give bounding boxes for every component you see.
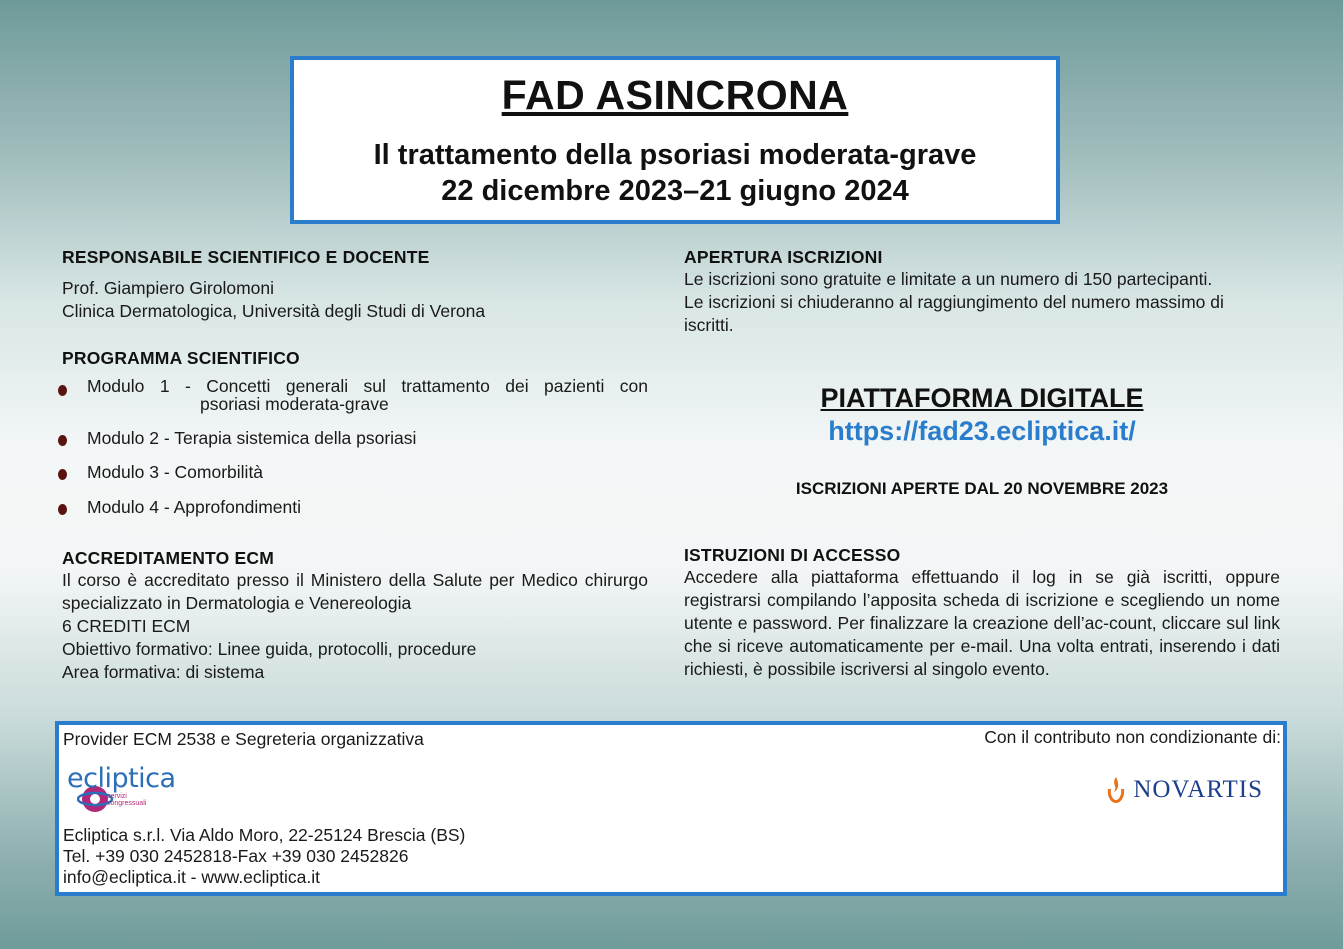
module-4: Modulo 4 - Approfondimenti — [87, 497, 302, 517]
apertura-heading: APERTURA ISCRIZIONI — [684, 247, 883, 267]
istruzioni-section — [684, 545, 1280, 681]
responsabile-heading: RESPONSABILE SCIENTIFICO E DOCENTE — [62, 247, 430, 267]
novartis-logo-text: NOVARTIS — [1133, 776, 1263, 803]
bullet-icon — [58, 469, 67, 480]
title-box — [290, 56, 1060, 224]
novartis-flame-icon — [1105, 775, 1127, 805]
ecliptica-logo-subtext: servizi congressuali — [107, 793, 147, 807]
bullet-icon — [58, 504, 67, 515]
module-2: Modulo 2 - Terapia sistemica della psoriasi — [87, 428, 417, 448]
accreditamento-crediti: 6 CREDITI ECM — [62, 616, 191, 636]
contributo-label: Con il contributo non condizionante di: — [984, 727, 1281, 747]
responsabile-name: Prof. Giampiero Girolomoni — [62, 278, 275, 298]
apertura-section — [684, 247, 1236, 337]
accreditamento-area: Area formativa: di sistema — [62, 662, 265, 682]
ecliptica-logo — [67, 763, 177, 813]
accreditamento-heading: ACCREDITAMENTO ECM — [62, 548, 274, 568]
list-item — [62, 498, 301, 516]
bullet-icon — [58, 385, 67, 396]
provider-phone: Tel. +39 030 2452818-Fax +39 030 2452826 — [63, 846, 409, 866]
module-list — [62, 376, 648, 517]
course-dates: 22 dicembre 2023–21 giugno 2024 — [441, 175, 909, 207]
responsabile-section — [62, 247, 648, 323]
course-name: Il trattamento della psoriasi moderata-grave — [373, 139, 977, 171]
apertura-text: Le iscrizioni sono gratuite e limitate a un numero di 150 partecipanti. Le iscrizioni si chiuderanno al raggiungimento del numero massimo di iscritti. — [684, 269, 1224, 335]
responsabile-affiliation: Clinica Dermatologica, Università degli Studi di Verona — [62, 301, 486, 321]
bullet-icon — [58, 435, 67, 446]
list-item — [62, 429, 416, 447]
iscrizioni-aperte: ISCRIZIONI APERTE DAL 20 NOVEMBRE 2023 — [795, 479, 1169, 498]
module-3: Modulo 3 - Comorbilità — [87, 462, 264, 482]
accreditamento-text: Il corso è accreditato presso il Ministero della Salute per Medico chirurgo specializzato in Dermatologia e Venereologia — [62, 570, 648, 613]
accreditamento-obiettivo: Obiettivo formativo: Linee guida, protocolli, procedure — [62, 639, 477, 659]
list-item — [62, 463, 263, 481]
provider-contacts: info@ecliptica.it - www.ecliptica.it — [63, 867, 321, 887]
piattaforma-url-link[interactable]: https://fad23.ecliptica.it/ — [828, 416, 1136, 446]
programma-heading: PROGRAMMA SCIENTIFICO — [62, 348, 300, 368]
provider-address: Ecliptica s.r.l. Via Aldo Moro, 22-25124 Brescia (BS) — [63, 825, 466, 845]
istruzioni-heading: ISTRUZIONI DI ACCESSO — [684, 545, 901, 565]
page-title: FAD ASINCRONA — [501, 72, 849, 118]
piattaforma-title: PIATTAFORMA DIGITALE — [820, 383, 1144, 413]
provider-address-block — [63, 825, 465, 888]
piattaforma-section — [684, 383, 1280, 499]
course-subtitle — [294, 137, 1056, 209]
novartis-logo — [1105, 775, 1263, 805]
provider-label: Provider ECM 2538 e Segreteria organizzativa — [63, 729, 424, 749]
ecliptica-logo-text: ecliptica — [67, 763, 176, 794]
istruzioni-text: Accedere alla piattaforma effettuando il log in se già iscritti, oppure registrarsi compilando l’apposita scheda di iscrizione e scegliendo un nome utente e password. Per finalizzare la creazione dell’ac-count, cliccare sul link che si riceve automaticamente per e-mail. Una volta entrati, inserendo i dati richiesti, è possibile iscriversi al singolo evento. — [684, 567, 1280, 679]
accreditamento-section — [62, 548, 648, 684]
module-1-line2: psoriasi moderata-grave — [200, 394, 389, 414]
list-item — [62, 377, 648, 417]
module-1-line1: Modulo 1 - Concetti generali sul trattamento dei pazienti con — [87, 376, 648, 396]
programma-section — [62, 348, 648, 369]
footer-box — [55, 721, 1287, 896]
